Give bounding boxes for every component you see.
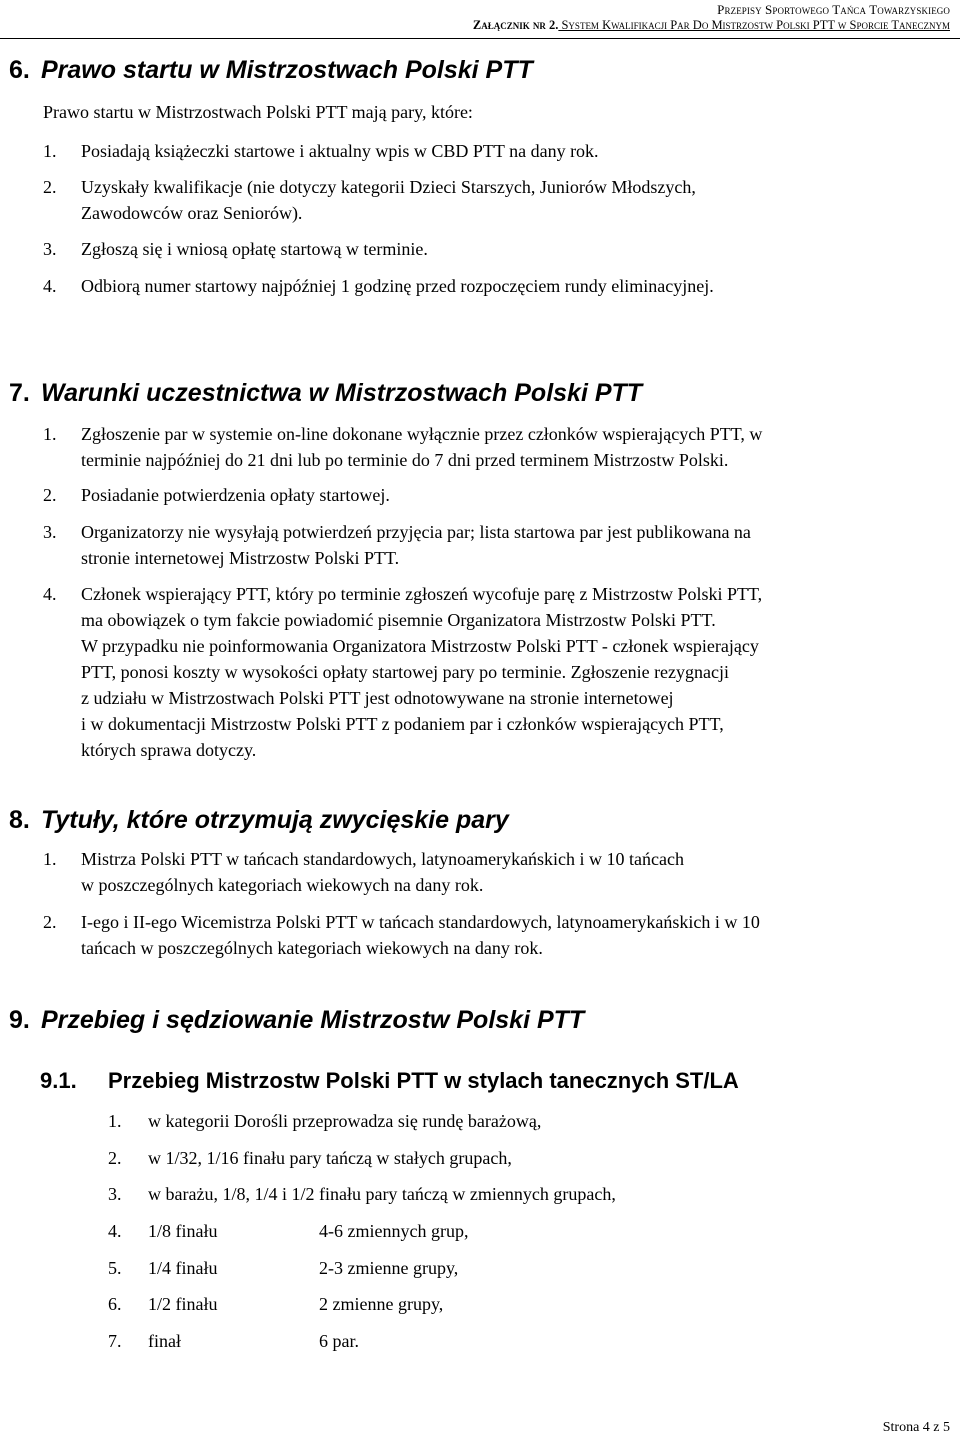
section-9-heading: 9. Przebieg i sędziowanie Mistrzostw Polski PTT (9, 1006, 585, 1034)
section-7-heading: 7. Warunki uczestnictwa w Mistrzostwach Polski PTT (9, 379, 643, 407)
list-item: 1. Posiadają książeczki startowe i aktualny wpis w CBD PTT na dany rok. (43, 141, 599, 161)
list-item: 4. Odbiorą numer startowy najpóźniej 1 godzinę przed rozpoczęciem rundy eliminacyjnej. (43, 276, 714, 296)
list-item: 2. Uzyskały kwalifikacje (nie dotyczy kategorii Dzieci Starszych, Juniorów Młodszych, Zawodowców oraz Seniorów). (43, 177, 696, 223)
list-item: 1. Mistrza Polski PTT w tańcach standardowych, latynoamerykańskich i w 10 tańcach w poszczególnych kategoriach wiekowych na dany rok. (43, 849, 685, 895)
section-6-intro: Prawo startu w Mistrzostwach Polski PTT mają pary, które: (43, 102, 473, 122)
header-regulations-title: Przepisy Sportowego Tańca Towarzyskiego (717, 2, 950, 17)
list-item: 3. Zgłoszą się i wniosą opłatę startową w terminie. (43, 239, 428, 259)
header-attachment-label: Załącznik nr 2. (472, 18, 559, 32)
list-item: 2. I-ego i II-ego Wicemistrza Polski PTT w tańcach standardowych, latynoamerykańskich i w 10 tańcach w poszczególnych kategoriach wiekowych na dany rok. (43, 912, 760, 958)
header-divider (0, 38, 960, 39)
list-item: 1. w kategorii Dorośli przeprowadza się rundę barażową, (108, 1111, 542, 1131)
list-item: 4. Członek wspierający PTT, który po terminie zgłoszeń wycofuje parę z Mistrzostw Polski PTT, ma obowiązek o tym fakcie powiadomić pisemnie Organizatora Mistrzostw Polski PTT. W przypadku nie poinformowania Organizatora Mistrzostw Polski PTT - członek wspierający PTT, ponosi koszty w wysokości opłaty startowej pary po terminie. Zgłoszenie rezygnacji z udziału w Mistrzostwach Polski PTT jest odnotowywane na stronie internetowej i w dokumentacji Mistrzostw Polski PTT z podaniem par i członków wspierających PTT, których sprawa dotyczy. (43, 584, 763, 760)
list-item: 6. 1/2 finału 2 zmienne grupy, (108, 1294, 444, 1314)
list-item: 2. Posiadanie potwierdzenia opłaty startowej. (43, 485, 390, 505)
list-item: 5. 1/4 finału 2-3 zmienne grupy, (108, 1258, 459, 1278)
page-number: Strona 4 z 5 (882, 1420, 950, 1435)
section-6-heading: 6. Prawo startu w Mistrzostwach Polski PTT (9, 56, 533, 84)
header-attachment-line (473, 17, 950, 33)
list-item: 4. 1/8 finału 4-6 zmiennych grup, (108, 1221, 469, 1241)
list-item: 3. w barażu, 1/8, 1/4 i 1/2 finału pary tańczą w zmiennych grupach, (108, 1184, 616, 1204)
section-8-heading: 8. Tytuły, które otrzymują zwycięskie pary (9, 806, 509, 834)
list-item: 3. Organizatorzy nie wysyłają potwierdzeń przyjęcia par; lista startowa par jest publikowana na stronie internetowej Mistrzostw Polski PTT. (43, 522, 751, 568)
header-system-title: System Kwalifikacji Par Do Mistrzostw Polski PTT w Sporcie Tanecznym (558, 18, 950, 32)
list-item: 2. w 1/32, 1/16 finału pary tańczą w stałych grupach, (108, 1148, 512, 1168)
list-item: 7. finał 6 par. (108, 1331, 359, 1351)
list-item: 1. Zgłoszenie par w systemie on-line dokonane wyłącznie przez członków wspierających PTT, w terminie najpóźniej do 21 dni lub po terminie do 7 dni przed terminem Mistrzostw Polski. (43, 424, 763, 470)
section-9-1-heading: 9.1. Przebieg Mistrzostw Polski PTT w stylach tanecznych ST/LA (40, 1068, 739, 1093)
